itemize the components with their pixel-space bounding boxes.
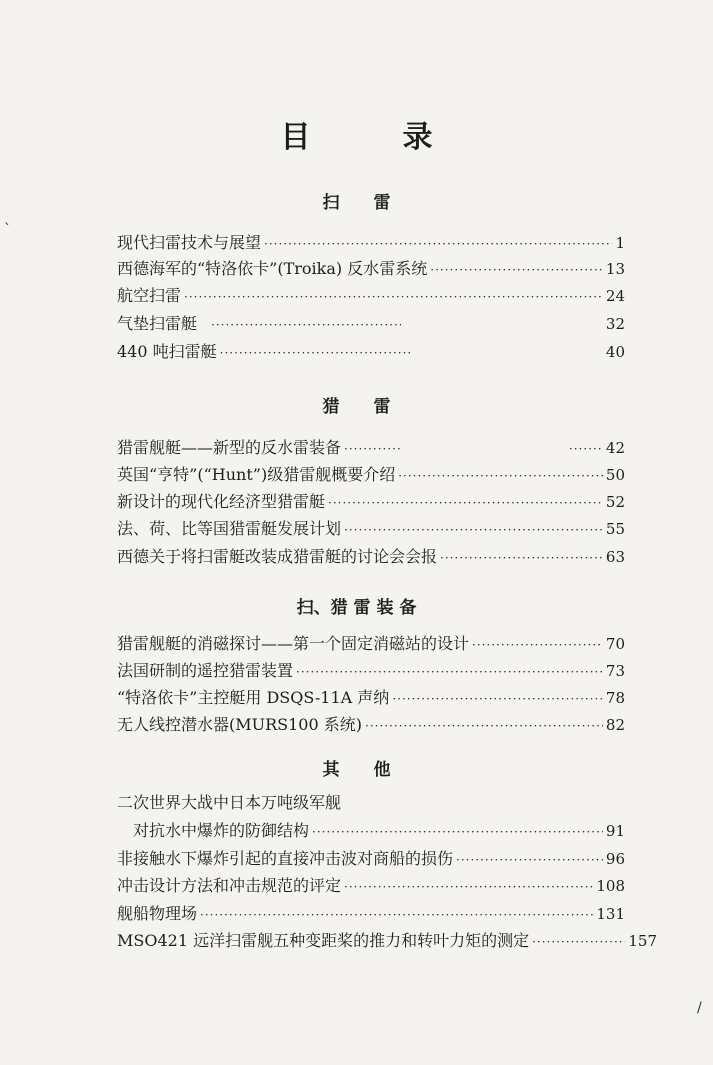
leader-dots (392, 687, 603, 711)
entry-title: 舰船物理场 (117, 904, 198, 923)
page-title (0, 112, 713, 156)
entry-page: 96 (605, 850, 625, 868)
entry-page: 42 (605, 439, 625, 457)
toc-entry[interactable] (117, 659, 625, 683)
toc-entry[interactable] (117, 463, 625, 487)
entry-page: 52 (605, 493, 625, 511)
scan-mark: ˋ (4, 222, 11, 238)
leader-dots (328, 491, 603, 515)
toc-entry[interactable] (117, 231, 625, 255)
entry-page: 1 (615, 234, 625, 252)
leader-dots (365, 714, 603, 738)
leader-dots (296, 660, 603, 684)
leader-dots (532, 930, 625, 954)
entry-title: 新设计的现代化经济型猎雷艇 (117, 492, 326, 511)
entry-title: 法、荷、比等国猎雷艇发展计划 (117, 519, 342, 538)
entry-page: 32 (605, 315, 625, 333)
entry-title: 无人线控潜水器(MURS100 系统) (117, 715, 362, 734)
toc-entry[interactable] (117, 490, 625, 514)
entry-title: 现代扫雷技术与展望 (117, 233, 262, 252)
toc-entry[interactable] (117, 929, 657, 953)
entry-title: 猎雷舰艇的消磁探讨——第一个固定消磁站的设计 (117, 634, 470, 653)
toc-entry[interactable] (117, 284, 625, 308)
entry-title: 法国研制的遥控猎雷装置 (117, 661, 294, 680)
entry-page: 108 (596, 877, 625, 895)
entry-title: 猎雷舰艇——新型的反水雷装备 (117, 438, 342, 457)
toc-entry[interactable] (117, 847, 625, 871)
entry-title: MSO421 远洋扫雷舰五种变距桨的推力和转叶力矩的测定 (117, 931, 530, 950)
leader-dots (211, 313, 401, 337)
entry-page: 40 (605, 343, 625, 361)
section-heading-hunting: 猎 雷 (322, 397, 391, 417)
entry-page: 24 (605, 287, 625, 305)
entry-page: 78 (605, 689, 625, 707)
toc-entry[interactable] (117, 686, 625, 710)
leader-dots (184, 285, 603, 309)
entry-page: 73 (605, 662, 625, 680)
toc-entry[interactable] (117, 517, 625, 541)
entry-page: 82 (605, 716, 625, 734)
section-heading-other: 其 他 (322, 760, 391, 780)
entry-title: 西德海军的“特洛依卡”(Troika) 反水雷系统 (117, 259, 428, 278)
toc-entry[interactable] (117, 902, 625, 926)
leader-dots (472, 633, 603, 657)
toc-entry[interactable] (117, 340, 625, 364)
toc-entry[interactable] (117, 436, 625, 460)
leader-dots (200, 903, 593, 927)
toc-entry[interactable] (117, 312, 625, 336)
leader-dots (344, 875, 593, 899)
leader-dots (456, 848, 603, 872)
entry-title: 英国“亨特”(“Hunt”)级猎雷舰概要介绍 (117, 465, 396, 484)
toc-entry[interactable] (117, 713, 625, 737)
entry-title: 对抗水中爆炸的防御结构 (133, 821, 310, 840)
leader-dots (344, 518, 603, 542)
section-heading-equipment: 扫、猎 雷 装 备 (296, 598, 417, 618)
entry-page: 131 (596, 905, 625, 923)
entry-title: 西德关于将扫雷艇改装成猎雷艇的讨论会会报 (117, 547, 438, 566)
title-char-right: 录 (402, 120, 433, 155)
section-heading-sweeping: 扫 雷 (322, 193, 391, 213)
entry-title: 非接触水下爆炸引起的直接冲击波对商船的损伤 (117, 849, 454, 868)
entry-page: 91 (605, 822, 625, 840)
entry-title: 440 吨扫雷艇 (117, 342, 217, 361)
leader-dots (440, 546, 603, 570)
entry-page: 50 (605, 466, 625, 484)
leader-dots (312, 820, 603, 844)
entry-title: 二次世界大战中日本万吨级军舰 (117, 793, 342, 812)
leader-dots (569, 437, 603, 461)
toc-entry[interactable] (117, 257, 625, 281)
entry-page: 157 (628, 932, 657, 950)
entry-page: 70 (605, 635, 625, 653)
entry-title: 冲击设计方法和冲击规范的评定 (117, 876, 342, 895)
toc-entry[interactable] (117, 632, 625, 656)
entry-title: “特洛依卡”主控艇用 DSQS-11A 声纳 (117, 688, 390, 707)
leader-dots (344, 437, 400, 461)
entry-page: 13 (605, 260, 625, 278)
toc-entry[interactable] (117, 791, 625, 815)
entry-title: 气垫扫雷艇 (117, 314, 198, 333)
entry-title: 航空扫雷 (117, 286, 182, 305)
leader-dots (430, 258, 603, 282)
entry-page: 63 (605, 548, 625, 566)
toc-entry[interactable] (133, 819, 625, 843)
leader-dots (220, 341, 410, 365)
leader-dots (398, 464, 603, 488)
leader-dots (264, 232, 612, 256)
toc-entry[interactable] (117, 874, 625, 898)
toc-entry[interactable] (117, 545, 625, 569)
entry-page: 55 (605, 520, 625, 538)
scan-mark: / (697, 1000, 702, 1016)
title-char-left: 目 (280, 120, 311, 155)
